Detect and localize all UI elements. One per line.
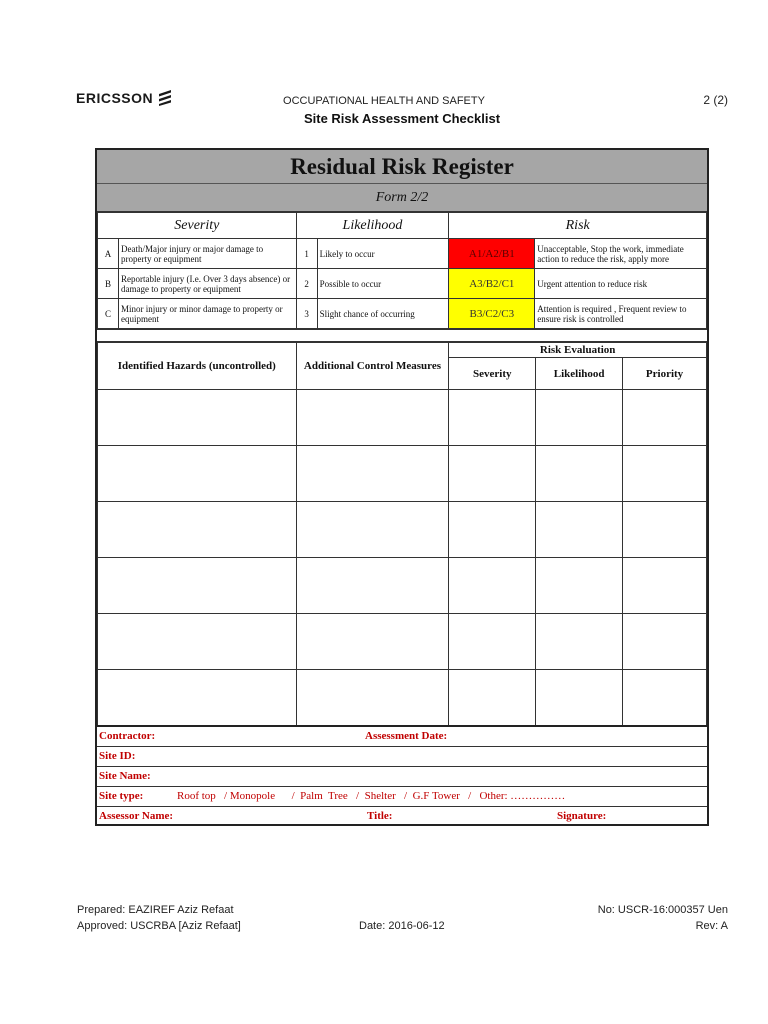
- severity-cell[interactable]: [449, 558, 536, 614]
- hazard-cell[interactable]: [98, 614, 297, 670]
- priority-cell[interactable]: [623, 446, 707, 502]
- severity-cell[interactable]: [449, 502, 536, 558]
- control-cell[interactable]: [296, 502, 449, 558]
- likelihood-number: 3: [296, 299, 317, 329]
- severity-cell[interactable]: [449, 446, 536, 502]
- form-number: Form 2/2: [97, 184, 707, 212]
- control-cell[interactable]: [296, 558, 449, 614]
- severity-description: Reportable injury (I.e. Over 3 days absence) or damage to property or equipment: [118, 269, 296, 299]
- site-type-row: [97, 786, 707, 806]
- hazard-row: [98, 502, 707, 558]
- control-cell[interactable]: [296, 614, 449, 670]
- hazard-cell[interactable]: [98, 446, 297, 502]
- priority-cell[interactable]: [623, 670, 707, 726]
- page-number: 2 (2): [703, 93, 728, 107]
- hazard-cell[interactable]: [98, 670, 297, 726]
- legend-row: [98, 299, 707, 329]
- contractor-row: [97, 725, 707, 745]
- likelihood-description: Possible to occur: [317, 269, 449, 299]
- severity-letter: A: [98, 239, 119, 269]
- hazard-cell[interactable]: [98, 390, 297, 446]
- likelihood-cell[interactable]: [536, 558, 623, 614]
- site-name-row: [97, 766, 707, 786]
- controls-column-header: Additional Control Measures: [296, 342, 449, 390]
- likelihood-cell[interactable]: [536, 670, 623, 726]
- severity-cell[interactable]: [449, 390, 536, 446]
- hazard-row: [98, 670, 707, 726]
- approved-by: Approved: USCRBA [Aziz Refaat]: [77, 920, 241, 932]
- risk-evaluation-header: Risk Evaluation: [449, 342, 707, 358]
- priority-cell[interactable]: [623, 614, 707, 670]
- likelihood-number: 2: [296, 269, 317, 299]
- hazard-row: [98, 446, 707, 502]
- risk-description: Unacceptable, Stop the work, immediate action to reduce the risk, apply more: [535, 239, 707, 269]
- site-type-label: Site type:: [99, 790, 144, 802]
- risk-code-yellow: A3/B2/C1: [449, 269, 535, 299]
- control-cell[interactable]: [296, 390, 449, 446]
- document-category: OCCUPATIONAL HEALTH AND SAFETY: [283, 95, 485, 107]
- priority-cell[interactable]: [623, 390, 707, 446]
- legend-row: [98, 269, 707, 299]
- severity-letter: C: [98, 299, 119, 329]
- legend-likelihood-header: Likelihood: [296, 213, 449, 239]
- likelihood-description: Slight chance of occurring: [317, 299, 449, 329]
- hazard-row: [98, 390, 707, 446]
- site-type-options: Roof top / Monopole / Palm Tree / Shelter / G.F Tower / Other: ……………: [177, 790, 566, 802]
- likelihood-cell[interactable]: [536, 446, 623, 502]
- risk-description: Attention is required , Frequent review to ensure risk is controlled: [535, 299, 707, 329]
- risk-code-red: A1/A2/B1: [449, 239, 535, 269]
- prepared-by: Prepared: EAZIREF Aziz Refaat: [77, 904, 234, 916]
- legend-row: [98, 239, 707, 269]
- risk-description: Urgent attention to reduce risk: [535, 269, 707, 299]
- hazard-row: [98, 614, 707, 670]
- severity-description: Death/Major injury or major damage to property or equipment: [118, 239, 296, 269]
- severity-cell[interactable]: [449, 614, 536, 670]
- likelihood-number: 1: [296, 239, 317, 269]
- document-title: Site Risk Assessment Checklist: [303, 111, 501, 126]
- title-label: Title:: [367, 810, 393, 822]
- likelihood-cell[interactable]: [536, 614, 623, 670]
- severity-cell[interactable]: [449, 670, 536, 726]
- likelihood-cell[interactable]: [536, 502, 623, 558]
- control-cell[interactable]: [296, 670, 449, 726]
- site-id-label: Site ID:: [99, 750, 136, 762]
- priority-cell[interactable]: [623, 502, 707, 558]
- site-id-row: [97, 746, 707, 766]
- form-title: Residual Risk Register: [97, 150, 707, 184]
- residual-risk-form: [95, 148, 709, 826]
- hazard-table: [97, 341, 707, 726]
- risk-code-yellow: B3/C2/C3: [449, 299, 535, 329]
- priority-cell[interactable]: [623, 558, 707, 614]
- risk-legend-table: [97, 212, 707, 329]
- hazard-row: [98, 558, 707, 614]
- severity-letter: B: [98, 269, 119, 299]
- site-name-label: Site Name:: [99, 770, 151, 782]
- severity-description: Minor injury or minor damage to property or equipment: [118, 299, 296, 329]
- hazard-cell[interactable]: [98, 502, 297, 558]
- legend-severity-header: Severity: [98, 213, 297, 239]
- contractor-label: Contractor:: [99, 730, 156, 742]
- likelihood-column-header: Likelihood: [536, 358, 623, 390]
- hazards-column-header: Identified Hazards (uncontrolled): [98, 342, 297, 390]
- document-date: Date: 2016-06-12: [359, 920, 445, 932]
- assessor-row: [97, 806, 707, 826]
- priority-column-header: Priority: [623, 358, 707, 390]
- assessor-name-label: Assessor Name:: [99, 810, 174, 822]
- legend-risk-header: Risk: [449, 213, 707, 239]
- logo-text: ERICSSON: [76, 90, 154, 106]
- hazard-cell[interactable]: [98, 558, 297, 614]
- likelihood-cell[interactable]: [536, 390, 623, 446]
- likelihood-description: Likely to occur: [317, 239, 449, 269]
- document-revision: Rev: A: [695, 920, 728, 932]
- assessment-date-label: Assessment Date:: [365, 730, 448, 742]
- document-number: No: USCR-16:000357 Uen: [597, 904, 728, 916]
- signature-label: Signature:: [557, 810, 607, 822]
- control-cell[interactable]: [296, 446, 449, 502]
- severity-column-header: Severity: [449, 358, 536, 390]
